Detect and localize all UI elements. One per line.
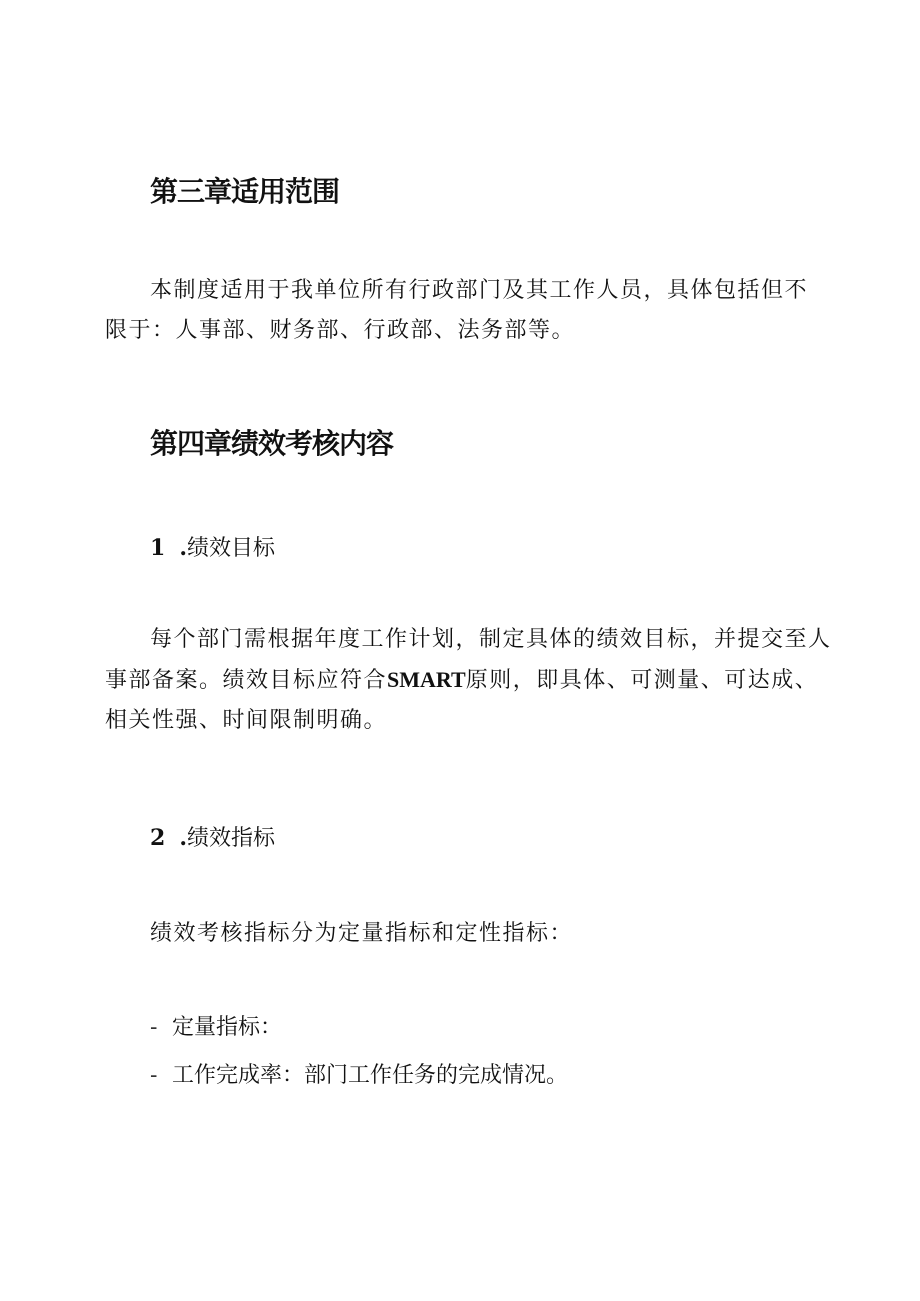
list-item-text: 定量指标： [172, 1015, 283, 1040]
section-2-intro [105, 914, 825, 954]
section-2-title: 绩效指标 [186, 826, 275, 851]
section-1-paragraph-line-3: 相关性强、时间限制明确。 [105, 708, 388, 733]
chapter-4-title: 第四章绩效考核内容 [150, 427, 394, 460]
list-dash: - [150, 1015, 158, 1040]
section-1-heading [150, 532, 275, 565]
section-1-dot: . [179, 535, 187, 561]
section-2-number: 2 [150, 825, 166, 851]
section-1-title: 绩效目标 [186, 536, 275, 561]
list-dash: - [150, 1063, 158, 1088]
section-1-paragraph-line-2 [105, 660, 825, 701]
list-item-text: 工作完成率：部门工作任务的完成情况。 [172, 1063, 569, 1088]
section-1-line-2-pre: 事部备案。绩效目标应符合 [105, 668, 388, 693]
chapter-3-title: 第三章适用范围 [150, 175, 340, 208]
section-1-paragraph-line-1: 每个部门需根据年度工作计划，制定具体的绩效目标，并提交至人 [150, 627, 832, 652]
chapter-3-paragraph [105, 271, 825, 351]
section-2-dot: . [179, 825, 187, 851]
section-2-intro-line: 绩效考核指标分为定量指标和定性指标： [150, 921, 574, 946]
smart-term: SMART [387, 667, 466, 692]
section-1-number: 1 [150, 535, 166, 561]
section-2-heading [150, 822, 275, 855]
section-1-line-2-post: 原则，即具体、可测量、可达成、 [465, 668, 819, 693]
list-item [150, 1012, 568, 1044]
list-item [150, 1060, 568, 1092]
chapter-3-paragraph-line-2: 限于：人事部、财务部、行政部、法务部等。 [105, 318, 576, 343]
section-1-paragraph [105, 620, 832, 741]
chapter-3-paragraph-line-1: 本制度适用于我单位所有行政部门及其工作人员，具体包括但不 [150, 278, 809, 303]
indicator-list [150, 1012, 568, 1092]
